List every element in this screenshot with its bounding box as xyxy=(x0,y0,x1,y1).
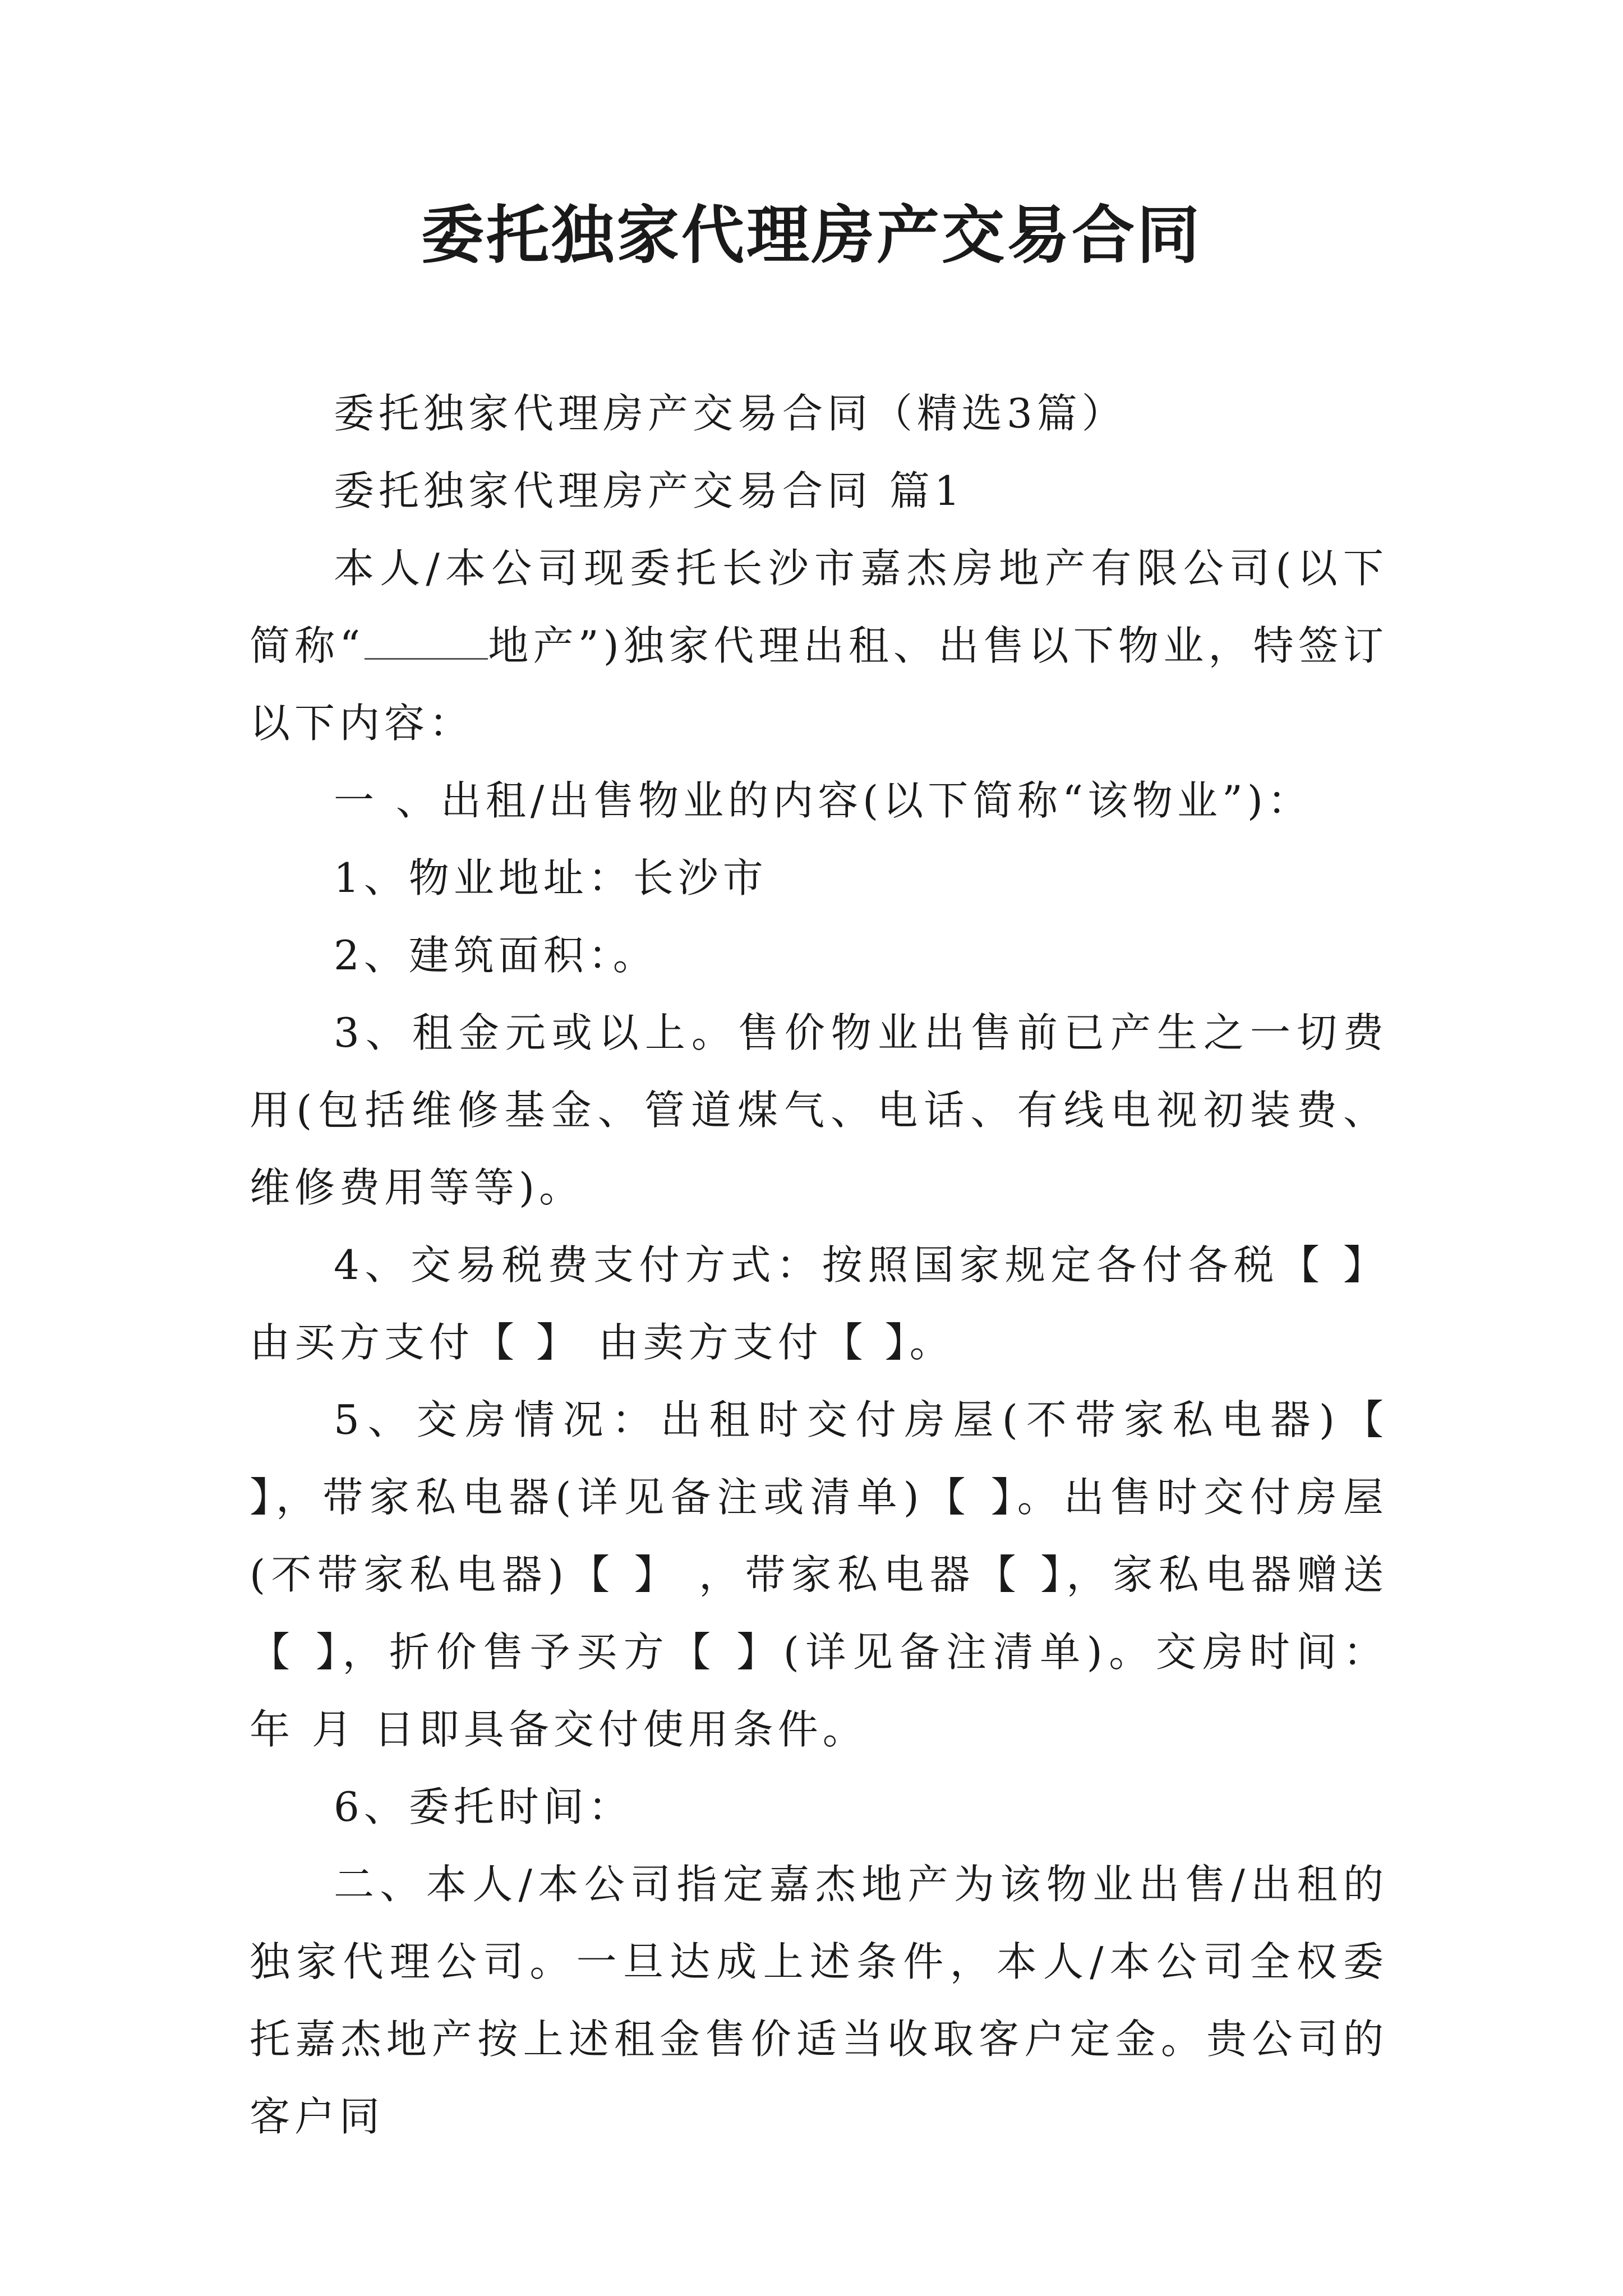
paragraph-item-address: 1、物业地址：长沙市 xyxy=(334,854,768,901)
paragraph-clause-1: 一 、出租/出售物业的内容(以下简称“该物业”)： xyxy=(334,777,1312,824)
paragraph-section-heading: 委托独家代理房产交易合同 篇1 xyxy=(334,467,965,514)
document-title: 委托独家代理房产交易合同 xyxy=(421,199,1202,272)
paragraph-item-area: 2、建筑面积：。 xyxy=(334,932,658,979)
paragraph-subtitle: 委托独家代理房产交易合同（精选3篇） xyxy=(334,390,1127,437)
paragraph-clause-2: 二、本人/本公司指定嘉杰地产为该物业出售/出租的独家代理公司。一旦达成上述条件，本人/本公司全权委托嘉杰地产按上述租金售价适当收取客户定金。贵公司的客户同 xyxy=(250,1861,1388,2140)
blank-underline xyxy=(365,624,488,660)
paragraph-intro xyxy=(250,530,1388,762)
paragraph-item-term: 6、委托时间： xyxy=(334,1783,633,1830)
paragraph-item-rent: 3、租金元或以上。售价物业出售前已产生之一切费用(包括维修基金、管道煤气、电话、有线电视初装费、维修费用等等)。 xyxy=(250,1009,1388,1211)
document-body xyxy=(250,375,1388,2155)
paragraph-item-tax: 4、交易税费支付方式：按照国家规定各付各税【 】由买方支付【 】 由卖方支付【 】。 xyxy=(250,1241,1388,1366)
paragraph-item-handover: 5、交房情况：出租时交付房屋(不带家私电器)【 】，带家私电器(详见备注或清单)【 】。出售时交付房屋(不带家私电器)【 】 ，带家私电器【 】，家私电器赠送【 】，折价售予买方【 】(详见备注清单)。交房时间： 年 月 日即具备交付使用条件。 xyxy=(250,1396,1388,1753)
paragraph-intro-text-before: 本人/本公司现委托长沙市嘉杰房地产有限公司(以下简称“ xyxy=(250,545,1388,669)
paragraph-intro-text-after: 地产”)独家代理出租、出售以下物业，特签订以下内容： xyxy=(250,622,1388,747)
